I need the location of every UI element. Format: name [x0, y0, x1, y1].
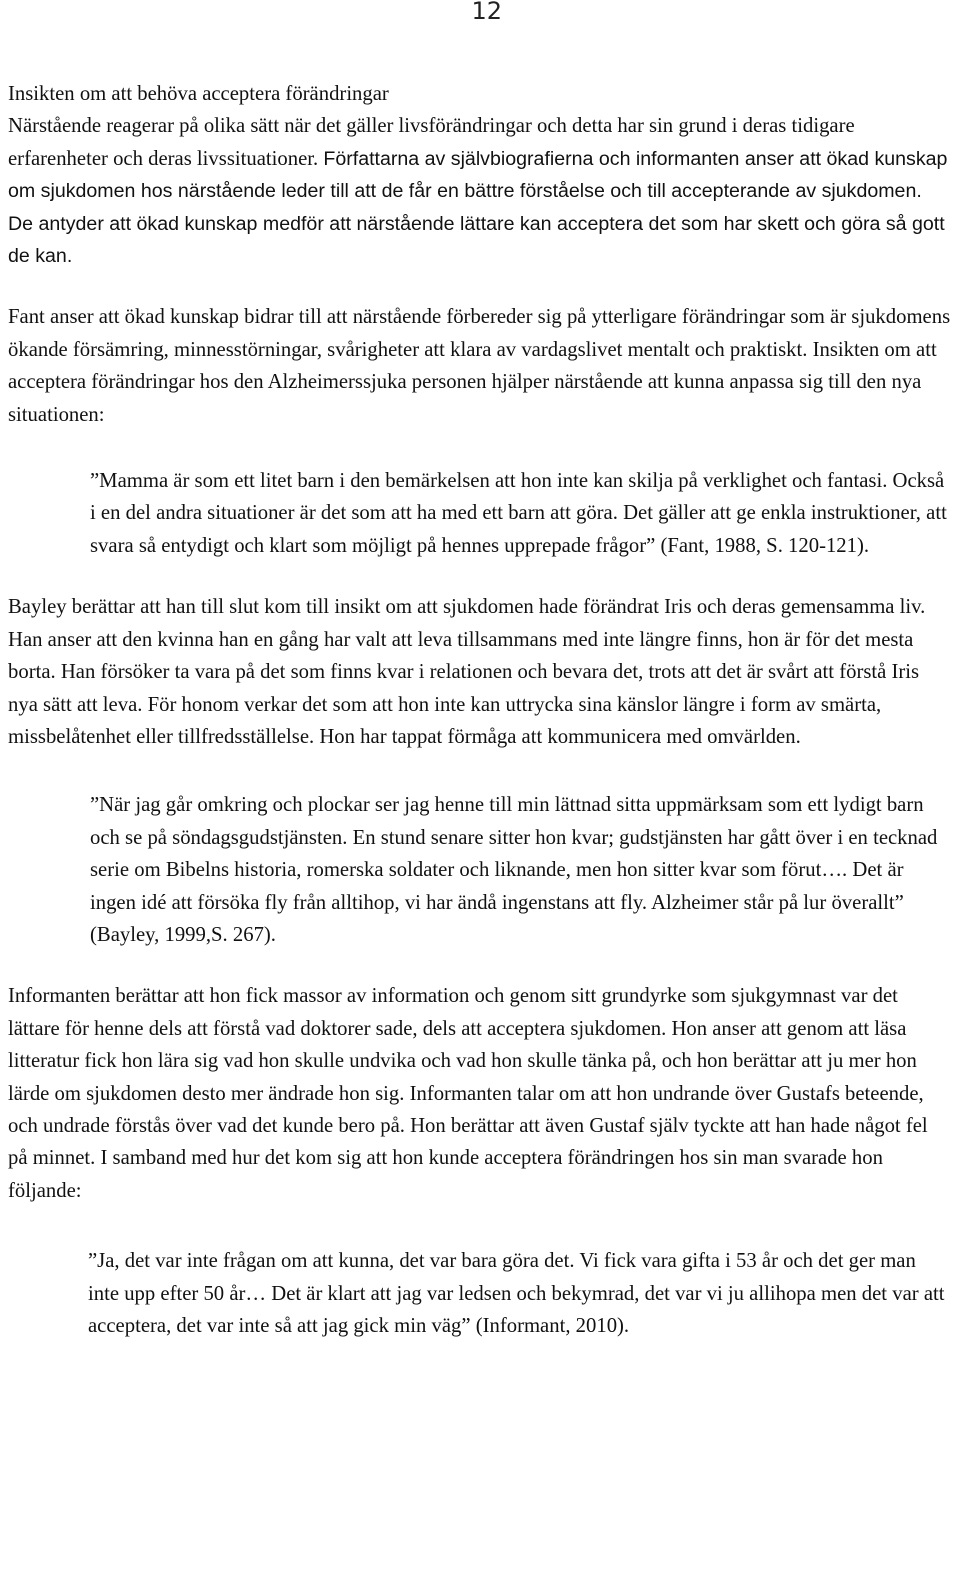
paragraph-intro-part-2: Författarna av självbiografierna och informanten anser att ökad kunskap om sjukdomen hos närstående leder till att de får en bättre förståelse och till accepterande av sjukdomen. De antyder att ökad kunskap medför att närstående lättare kan acceptera det som har skett och göra så gott de kan. — [8, 147, 948, 268]
document-body — [8, 78, 952, 1342]
block-quote-fant: ”Mamma är som ett litet barn i den bemärkelsen att hon inte kan skilja på verklighet och fantasi. Också i en del andra situationer är det som att ha med ett barn att göra. Det gäller att ge enkla instruktioner, att svara så entydigt och klart som möjligt på hennes upprepade frågor” (Fant, 1988, S. 120-121). — [90, 470, 947, 557]
paragraph-fant: Fant anser att ökad kunskap bidrar till att närstående förbereder sig på ytterligare förändringar som är sjukdomens ökande försämring, minnesstörningar, svårigheter att klara av vardagslivet mentalt och praktiskt. Insikten om att acceptera förändringar hos den Alzheimerssjuka personen hjälper närstående att kunna anpassa sig till den nya situationen: — [8, 306, 951, 426]
page-number: 12 — [471, 0, 502, 25]
paragraph-informant: Informanten berättar att hon fick massor av information och genom sitt grundyrke som sjukgymnast var det lättare för henne dels att förstå vad doktorer sade, dels att acceptera sjukdomen. Hon anser att genom att läsa litteratur fick hon lära sig vad hon skulle undvika och vad hon skulle tänka på, och hon berättar att ju mer hon lärde om sjukdomen desto mer ändrade hon sig. Informanten talar om att hon undrande över Gustafs beteende, och undrade förstås över vad det kunde bero på. Hon berättar att även Gustaf själv tyckte att han hade något fel på minnet. I samband med hur det kom sig att hon kunde acceptera förändringen hos sin man svarade hon följande: — [8, 985, 928, 1202]
section-heading: Insikten om att behöva acceptera förändringar — [8, 83, 389, 105]
block-quote-informant: ”Ja, det var inte frågan om att kunna, det var bara göra det. Vi fick vara gifta i 53 år och det ger man inte upp efter 50 år… Det är klart att jag var ledsen och bekymrad, det var vi ju allihopa men det var att acceptera, det var inte så att jag gick min väg” (Informant, 2010). — [88, 1250, 945, 1337]
paragraph-bayley: Bayley berättar att han till slut kom till insikt om att sjukdomen hade förändrat Iris och deras gemensamma liv. Han anser att den kvinna han en gång har valt att leva tillsammans med inte längre finns, hon är för det mesta borta. Han försöker ta vara på det som finns kvar i relationen och bevara det, trots att det är svårt att förstå Iris nya sätt att leva. För honom verkar det som att hon inte kan uttrycka sina känslor längre i form av smärta, missbelåtenhet eller tillfredsställelse. Hon har tappat förmåga att kommunicera med omvärlden. — [8, 596, 926, 748]
paragraph-intro-part-1: Närstående reagerar på olika sätt när det gäller livsförändringar och detta har sin grund i deras tidigare erfarenheter och deras livssituationer. — [8, 115, 855, 170]
paragraph-intro — [8, 110, 952, 272]
block-quote-bayley: ”När jag går omkring och plockar ser jag henne till min lättnad sitta uppmärksam som ett lydigt barn och se på söndagsgudstjänsten. En stund senare sitter hon kvar; gudstjänsten har gått över i en tecknad serie om Bibelns historia, romerska soldater och liknande, men hon sitter kvar som förut…. Det är ingen idé att försöka fly från alltihop, vi har ändå ingenstans att fly. Alzheimer står på lur överallt” (Bayley, 1999,S. 267). — [90, 794, 938, 946]
